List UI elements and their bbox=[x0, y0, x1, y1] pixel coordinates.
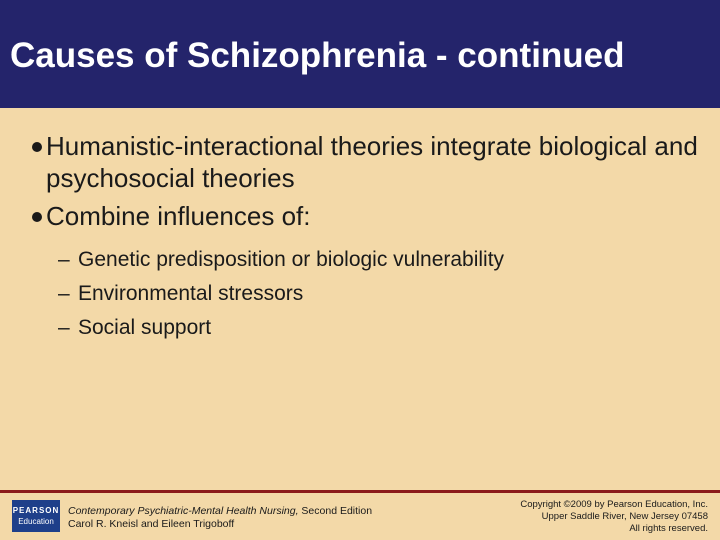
book-edition: Second Edition bbox=[298, 505, 373, 517]
dash-icon: – bbox=[58, 282, 70, 305]
logo-bottom-text: Education bbox=[18, 517, 54, 526]
slide-title: Causes of Schizophrenia - continued bbox=[10, 36, 625, 75]
sub-bullet-text: Environmental stressors bbox=[78, 282, 304, 305]
sub-bullet-item bbox=[58, 311, 698, 345]
copyright-line: Copyright ©2009 by Pearson Education, Inc. bbox=[520, 499, 708, 510]
bullet-item bbox=[32, 200, 712, 232]
book-authors: Carol R. Kneisl and Eileen Trigoboff bbox=[68, 518, 235, 530]
sub-bullet-text: Genetic predisposition or biologic vulnerability bbox=[78, 248, 505, 271]
book-citation bbox=[68, 505, 372, 531]
sub-bullet-list bbox=[58, 243, 698, 345]
copyright-line: All rights reserved. bbox=[629, 523, 708, 534]
dash-icon: – bbox=[58, 248, 70, 271]
bullet-list bbox=[32, 130, 712, 238]
bullet-dot-icon bbox=[32, 142, 42, 152]
sub-bullet-item bbox=[58, 277, 698, 311]
bullet-item bbox=[32, 130, 712, 194]
bullet-text: Humanistic-interactional theories integrate biological and psychosocial theories bbox=[46, 131, 698, 193]
dash-icon: – bbox=[58, 316, 70, 339]
copyright-line: Upper Saddle River, New Jersey 07458 bbox=[541, 511, 708, 522]
footer-divider bbox=[0, 490, 720, 493]
pearson-logo bbox=[12, 500, 60, 532]
copyright-notice bbox=[520, 499, 708, 535]
bullet-dot-icon bbox=[32, 212, 42, 222]
book-title: Contemporary Psychiatric-Mental Health Nursing, bbox=[68, 505, 299, 517]
title-bar bbox=[0, 0, 720, 108]
sub-bullet-text: Social support bbox=[78, 316, 212, 339]
logo-top-text: PEARSON bbox=[12, 506, 60, 515]
bullet-text: Combine influences of: bbox=[46, 201, 311, 231]
sub-bullet-item bbox=[58, 243, 698, 277]
